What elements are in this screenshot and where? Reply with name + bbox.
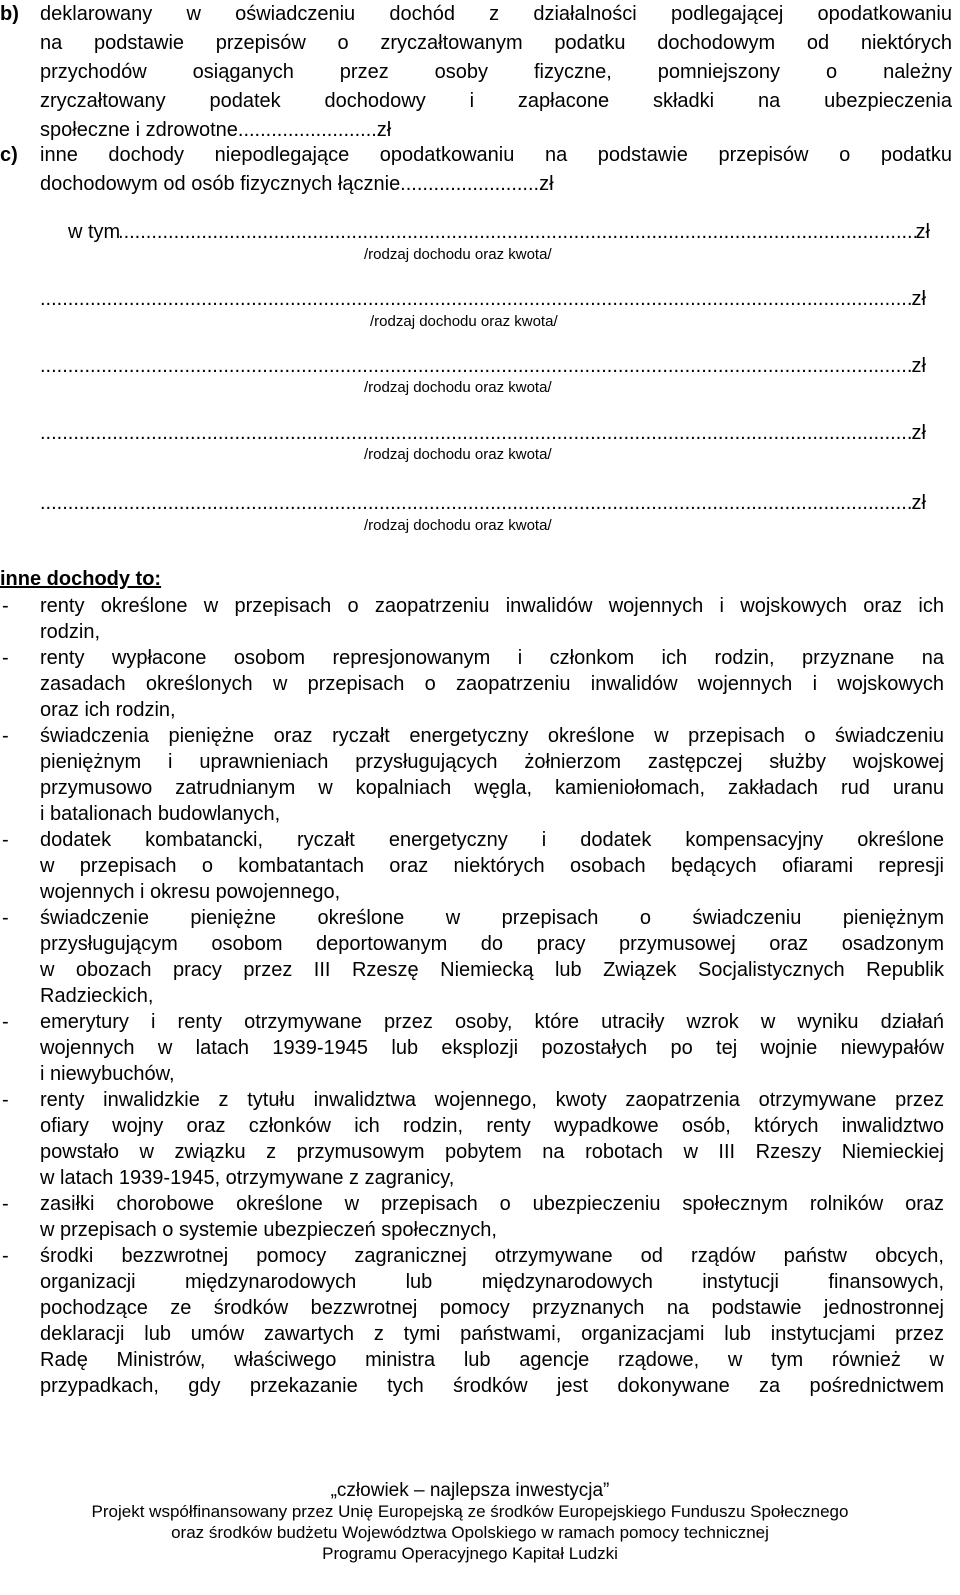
footer-line: Projekt współfinansowany przez Unię Europejską ze środków Europejskiego Funduszu Społecznego	[91, 1502, 849, 1521]
item-c-text	[40, 141, 952, 199]
other-income-item-line: ofiary wojny oraz członków ich rodzin, renty wypadkowe osób, których inwalidztwo	[40, 1115, 944, 1137]
other-income-item	[0, 1009, 944, 1087]
other-income-item-line: w obozach pracy przez III Rzeszę Niemiecką lub Związek Socjalistycznych Republik	[40, 959, 944, 981]
income-fill-caption: /rodzaj dochodu oraz kwota/	[364, 246, 552, 263]
other-income-item-line: organizacji międzynarodowych lub międzynarodowych instytucji finansowych,	[40, 1271, 944, 1293]
other-income-item	[0, 827, 944, 905]
other-income-item-line: pieniężnym i uprawnieniach przysługujących żołnierzom zastępczej służby wojskowej	[40, 751, 944, 773]
income-fill-caption: /rodzaj dochodu oraz kwota/	[364, 446, 552, 463]
footer-line: oraz środków budżetu Województwa Opolskiego w ramach pomocy technicznej	[171, 1523, 769, 1542]
item-b-line: społeczne i zdrowotne.........................zł	[40, 119, 392, 141]
other-income-item-line: przymusowo zatrudnianym w kopalniach węgla, kamieniołomach, zakładach rud uranu	[40, 777, 944, 799]
other-income-item-line: zasiłki chorobowe określone w przepisach o ubezpieczeniu społecznym rolników oraz	[40, 1193, 944, 1215]
other-income-item-line: renty określone w przepisach o zaopatrzeniu inwalidów wojennych i wojskowych oraz ich	[40, 595, 944, 617]
list-bullet: -	[2, 829, 9, 851]
item-b-letter: b)	[0, 3, 19, 25]
income-fill-unit: zł	[911, 355, 926, 377]
other-income-item-line: w przepisach o kombatantach oraz niektórych osobach będących ofiarami represji	[40, 855, 944, 877]
footer	[0, 1480, 940, 1564]
other-income-item-line: przypadkach, gdy przekazanie tych środków jest dokonywane za pośrednictwem	[40, 1375, 944, 1397]
other-income-item-line: w przepisach o systemie ubezpieczeń społecznych,	[40, 1219, 497, 1241]
other-income-item	[0, 905, 944, 1009]
footer-motto: „człowiek – najlepsza inwestycja”	[330, 1480, 610, 1501]
other-income-list	[0, 593, 944, 1399]
income-fill-caption: /rodzaj dochodu oraz kwota/	[364, 517, 552, 534]
other-income-item-line: Radzieckich,	[40, 985, 154, 1007]
list-bullet: -	[2, 1193, 9, 1215]
income-fill-unit: zł	[911, 288, 926, 310]
other-income-item-line: oraz ich rodzin,	[40, 699, 176, 721]
item-b	[0, 0, 952, 145]
other-income-item-line: powstało w związku z przymusowym pobytem na robotach w III Rzeszy Niemieckiej	[40, 1141, 944, 1163]
item-c-line: inne dochody niepodlegające opodatkowaniu na podstawie przepisów o podatku	[40, 144, 952, 166]
other-income-item-line: przysługującym osobom deportowanym do pracy przymusowej oraz osadzonym	[40, 933, 944, 955]
item-b-line: deklarowany w oświadczeniu dochód z działalności podlegającej opodatkowaniu	[40, 3, 952, 25]
other-income-item	[0, 1243, 944, 1399]
other-income-item	[0, 1087, 944, 1191]
item-c	[0, 141, 952, 199]
other-income-item-line: środki bezzwrotnej pomocy zagranicznej otrzymywane od rządów państw obcych,	[40, 1245, 944, 1267]
list-bullet: -	[2, 647, 9, 669]
other-income-item-line: świadczenia pieniężne oraz ryczałt energetyczny określone w przepisach o świadczeniu	[40, 725, 944, 747]
other-income-item-line: emerytury i renty otrzymywane przez osoby, które utraciły wzrok w wyniku działań	[40, 1011, 944, 1033]
list-bullet: -	[2, 1245, 9, 1267]
item-c-letter: c)	[0, 144, 18, 166]
income-fill-caption: /rodzaj dochodu oraz kwota/	[370, 313, 558, 330]
other-income-item-line: Radę Ministrów, właściwego ministra lub agencje rządowe, w tym również w	[40, 1349, 944, 1371]
other-income-item-line: renty wypłacone osobom represjonowanym i członkom ich rodzin, przyznane na	[40, 647, 944, 669]
list-bullet: -	[2, 1011, 9, 1033]
item-b-text	[40, 0, 952, 145]
income-fill-caption: /rodzaj dochodu oraz kwota/	[364, 379, 552, 396]
income-fill-unit: zł	[911, 422, 926, 444]
other-income-item-line: dodatek kombatancki, ryczałt energetyczny i dodatek kompensacyjny określone	[40, 829, 944, 851]
other-income-item-line: wojennych i okresu powojennego,	[40, 881, 341, 903]
other-income-item	[0, 723, 944, 827]
list-bullet: -	[2, 595, 9, 617]
item-b-line: zryczałtowany podatek dochodowy i zapłacone składki na ubezpieczenia	[40, 90, 952, 112]
list-bullet: -	[2, 907, 9, 929]
income-fill-unit: zł	[911, 492, 926, 514]
list-bullet: -	[2, 1089, 9, 1111]
other-income-item	[0, 593, 944, 645]
item-c-line: dochodowym od osób fizycznych łącznie.........................zł	[40, 173, 554, 195]
footer-line: Programu Operacyjnego Kapitał Ludzki	[322, 1544, 618, 1563]
other-income-item-line: pochodzące ze środków bezzwrotnej pomocy przyznanych na podstawie jednostronnej	[40, 1297, 944, 1319]
item-b-line: przychodów osiąganych przez osoby fizyczne, pomniejszony o należny	[40, 61, 952, 83]
other-income-item-line: i niewybuchów,	[40, 1063, 175, 1085]
other-income-item	[0, 1191, 944, 1243]
other-income-item-line: rodzin,	[40, 621, 101, 643]
other-income-item-line: renty inwalidzkie z tytułu inwalidztwa wojennego, kwoty zaopatrzenia otrzymywane przez	[40, 1089, 944, 1111]
income-fill-unit: zł	[915, 221, 930, 243]
other-income-item-line: w latach 1939-1945, otrzymywane z zagranicy,	[40, 1167, 455, 1189]
other-income-item-line: deklaracji lub umów zawartych z tymi państwami, organizacjami lub instytucjami przez	[40, 1323, 944, 1345]
other-income-item-line: świadczenie pieniężne określone w przepisach o świadczeniu pieniężnym	[40, 907, 944, 929]
item-b-line: na podstawie przepisów o zryczałtowanym podatku dochodowym od niektórych	[40, 32, 952, 54]
other-income-item-line: wojennych w latach 1939-1945 lub eksplozji pozostałych po tej wojnie niewypałów	[40, 1037, 944, 1059]
other-income-item	[0, 645, 944, 723]
other-income-title: inne dochody to:	[0, 568, 162, 590]
income-fill-prefix: w tym	[68, 221, 121, 243]
other-income-item-line: i batalionach budowlanych,	[40, 803, 281, 825]
other-income-item-line: zasadach określonych w przepisach o zaopatrzeniu inwalidów wojennych i wojskowych	[40, 673, 944, 695]
list-bullet: -	[2, 725, 9, 747]
